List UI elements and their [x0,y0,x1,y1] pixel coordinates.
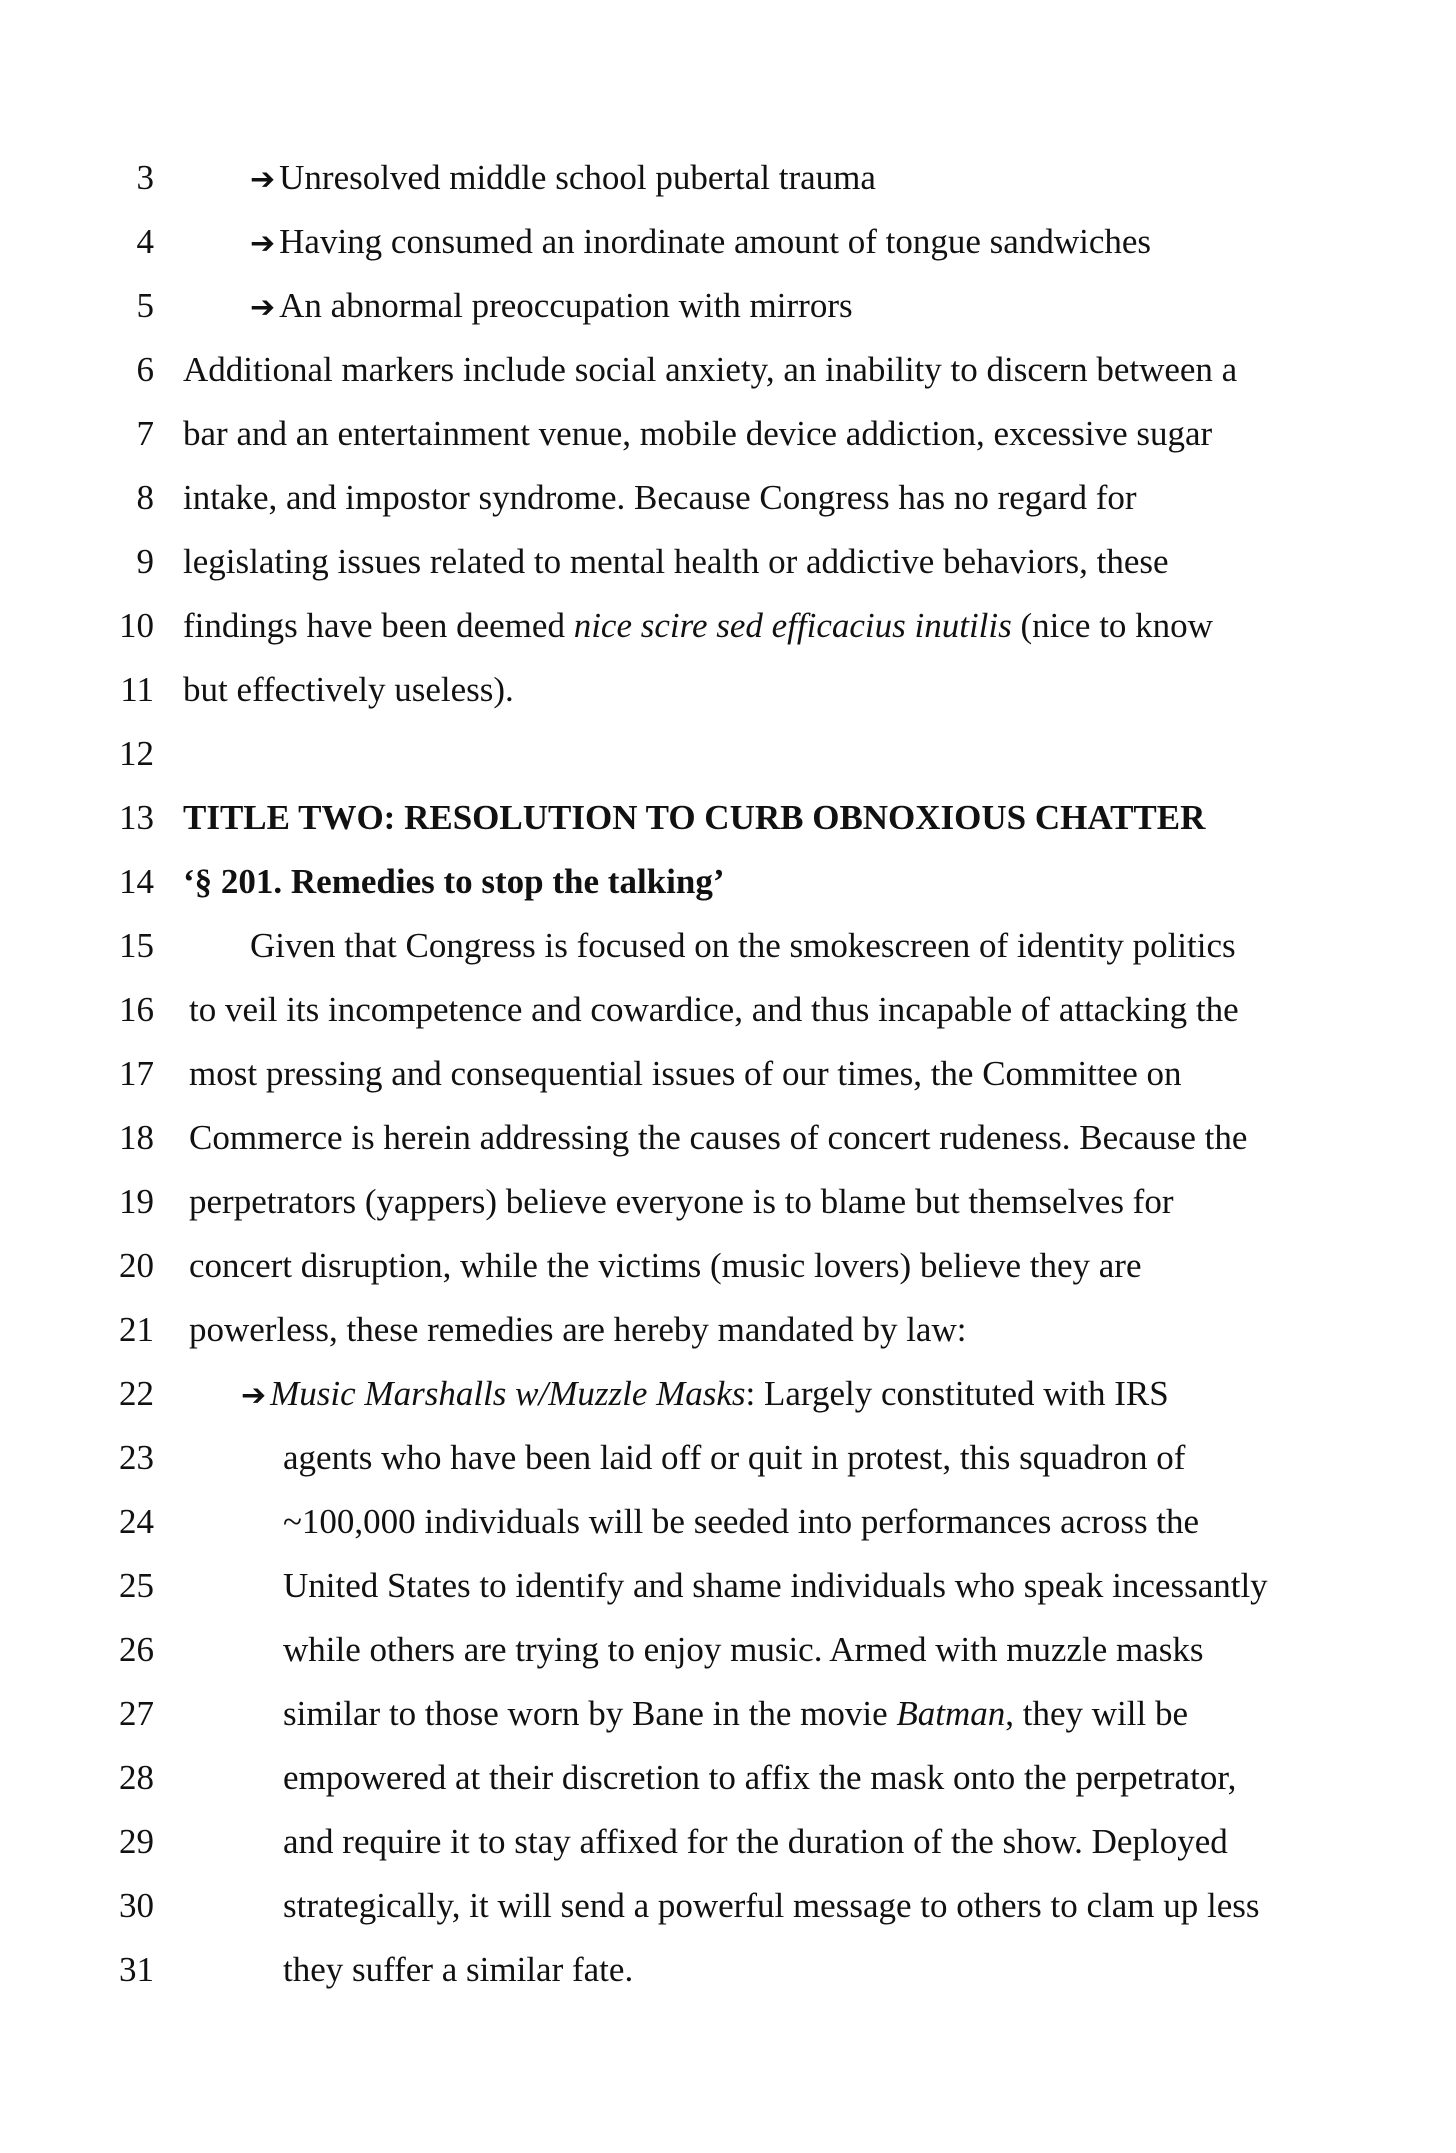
bullet-item [250,210,1151,276]
body-text: ~100,000 individuals will be seeded into performances across the [283,1502,1200,1541]
line-number: 11 [120,670,154,709]
right-arrow-icon: ➔ [241,1378,267,1413]
line-number: 10 [119,606,154,645]
document-line [0,530,1456,594]
bullet-text: Having consumed an inordinate amount of tongue sandwiches [279,222,1152,261]
body-text: Additional markers include social anxiety, an inability to discern between a [183,350,1238,389]
document-line [0,1554,1456,1618]
line-number: 3 [136,158,154,197]
right-arrow-icon: ➔ [250,290,276,325]
line-number: 24 [119,1502,154,1541]
document-line [0,1746,1456,1810]
document-line [0,1938,1456,2002]
line-number: 7 [136,414,154,453]
document-line [0,210,1456,274]
document-line [0,338,1456,402]
body-text: perpetrators (yappers) believe everyone is to blame but themselves for [189,1182,1174,1221]
right-arrow-icon: ➔ [250,162,276,197]
body-text: Commerce is herein addressing the causes of concert rudeness. Because the [189,1118,1248,1157]
line-number: 13 [119,798,154,837]
line-number: 23 [119,1438,154,1477]
body-text: powerless, these remedies are hereby mandated by law: [189,1310,967,1349]
document-line [0,786,1456,850]
document-line [0,978,1456,1042]
document-line [0,594,1456,658]
line-number: 31 [119,1950,154,1989]
line-number: 18 [119,1118,154,1157]
bullet-item [241,1362,1169,1428]
body-text: Given that Congress is focused on the smokescreen of identity politics [250,926,1236,965]
document-line [0,1042,1456,1106]
body-text: United States to identify and shame individuals who speak incessantly [283,1566,1268,1605]
line-number: 26 [119,1630,154,1669]
body-text-run: similar to those worn by Bane in the movie [283,1694,897,1733]
line-number: 19 [119,1182,154,1221]
document-line [0,1298,1456,1362]
bullet-text: : Largely constituted with IRS [745,1374,1169,1413]
body-text: empowered at their discretion to affix the mask onto the perpetrator, [283,1758,1237,1797]
title-heading: TITLE TWO: RESOLUTION TO CURB OBNOXIOUS CHATTER [183,798,1206,837]
latin-phrase: nice scire sed efficacius inutilis [573,606,1012,645]
line-number: 28 [119,1758,154,1797]
body-text-run: findings have been deemed [183,606,574,645]
remedy-name: Music Marshalls w/Muzzle Masks [270,1374,746,1413]
line-number: 12 [119,734,154,773]
line-number: 4 [136,222,154,261]
line-number: 22 [119,1374,154,1413]
line-number: 29 [119,1822,154,1861]
document-line [0,722,1456,786]
movie-title: Batman [896,1694,1006,1733]
bullet-text: An abnormal preoccupation with mirrors [279,286,853,325]
document-line [0,1490,1456,1554]
bullet-item [250,146,876,212]
body-text [283,1682,1188,1746]
document-line [0,914,1456,978]
document-line [0,1234,1456,1298]
line-number: 9 [136,542,154,581]
line-number: 21 [119,1310,154,1349]
body-text: bar and an entertainment venue, mobile device addiction, excessive sugar [183,414,1213,453]
body-text: while others are trying to enjoy music. Armed with muzzle masks [283,1630,1204,1669]
body-text: most pressing and consequential issues of our times, the Committee on [189,1054,1182,1093]
section-heading: ‘§ 201. Remedies to stop the talking’ [183,862,725,901]
body-text [183,594,1213,658]
body-text: and require it to stay affixed for the duration of the show. Deployed [283,1822,1228,1861]
line-number: 27 [119,1694,154,1733]
body-text-run: , they will be [1005,1694,1189,1733]
body-text: intake, and impostor syndrome. Because Congress has no regard for [183,478,1137,517]
bullet-text: Unresolved middle school pubertal trauma [279,158,876,197]
document-line [0,274,1456,338]
document-line [0,850,1456,914]
body-text-run: (nice to know [1011,606,1213,645]
line-number: 14 [119,862,154,901]
document-line [0,1106,1456,1170]
line-number: 8 [136,478,154,517]
body-text: to veil its incompetence and cowardice, and thus incapable of attacking the [189,990,1239,1029]
right-arrow-icon: ➔ [250,226,276,261]
document-line [0,658,1456,722]
body-text: agents who have been laid off or quit in protest, this squadron of [283,1438,1186,1477]
document-line [0,1362,1456,1426]
line-number: 20 [119,1246,154,1285]
line-number: 17 [119,1054,154,1093]
line-number: 6 [136,350,154,389]
document-line [0,146,1456,210]
document-line [0,1170,1456,1234]
body-text: they suffer a similar fate. [283,1950,634,1989]
document-line [0,1682,1456,1746]
body-text: strategically, it will send a powerful message to others to clam up less [283,1886,1260,1925]
body-text: concert disruption, while the victims (music lovers) believe they are [189,1246,1142,1285]
line-number: 15 [119,926,154,965]
line-number: 25 [119,1566,154,1605]
document-line [0,1426,1456,1490]
document-line [0,1618,1456,1682]
document-line [0,1874,1456,1938]
document-line [0,466,1456,530]
line-number: 5 [136,286,154,325]
line-number: 16 [119,990,154,1029]
line-number: 30 [119,1886,154,1925]
document-line [0,1810,1456,1874]
body-text: legislating issues related to mental health or addictive behaviors, these [183,542,1169,581]
document-line [0,402,1456,466]
bullet-item [250,274,853,340]
body-text: but effectively useless). [183,670,514,709]
